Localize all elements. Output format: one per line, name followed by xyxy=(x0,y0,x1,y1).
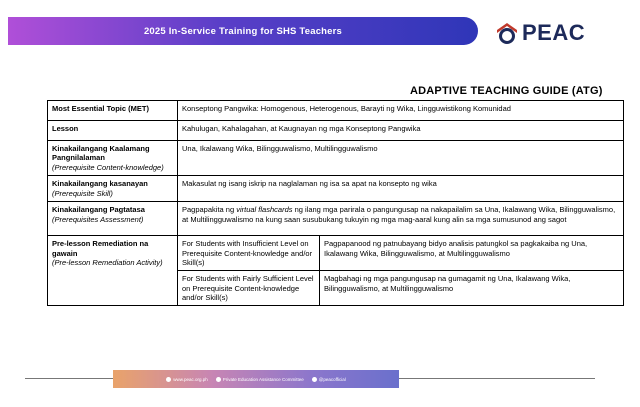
row-value-skill: Makasulat ng isang iskrip na naglalaman ng isa sa apat na konsepto ng wika xyxy=(178,176,624,202)
logo-text: PEAC xyxy=(522,20,586,45)
table-row xyxy=(48,202,624,236)
row-label-met: Most Essential Topic (MET) xyxy=(48,101,178,121)
remediation-activity-insufficient: Pagpapanood ng patnubayang bidyo analisis patungkol sa pagkakaiba ng Una, Ikalawang Wika, Bilingguwalismo, at Multilingguwalismo xyxy=(320,236,624,271)
table-row xyxy=(48,101,624,121)
table-row xyxy=(48,236,624,271)
row-value-assessment: Pagpapakita ng virtual flashcards ng ilang mga parirala o pangungusap na nakapailalim sa Una, Ikalawang Wika, Bilingguwalismo, at Multilingguwalismo na kung saan susubukang tukuyin ng mga mag-aaral kung alin sa mga sumusunod ang sagot xyxy=(178,202,624,236)
footer-website[interactable]: www.peac.org.ph xyxy=(166,377,208,382)
row-value-lesson: Kahulugan, Kahalagahan, at Kaugnayan ng mga Konseptong Pangwika xyxy=(178,121,624,141)
table-row xyxy=(48,141,624,176)
peac-logo xyxy=(496,18,606,48)
row-label-lesson: Lesson xyxy=(48,121,178,141)
row-label-skill: Kinakailangang kasanayan (Prerequisite Skill) xyxy=(48,176,178,202)
footer-handle[interactable]: @peacofficial xyxy=(312,377,346,382)
row-label-content-knowledge: Kinakailangang Kaalamang Pangnilalaman (Prerequisite Content-knowledge) xyxy=(48,141,178,176)
globe-icon xyxy=(166,377,171,382)
document-title: ADAPTIVE TEACHING GUIDE (ATG) xyxy=(410,85,603,97)
row-label-remediation: Pre-lesson Remediation na gawain (Pre-lesson Remediation Activity) xyxy=(48,236,178,306)
remediation-group-insufficient: For Students with Insufficient Level on Prerequisite Content-knowledge and/or Skill(s) xyxy=(178,236,320,271)
table-row xyxy=(48,121,624,141)
row-value-met: Konseptong Pangwika: Homogenous, Heterogenous, Barayti ng Wika, Lingguwistikong Komunidad xyxy=(178,101,624,121)
facebook-icon xyxy=(216,377,221,382)
remediation-activity-fairly-sufficient: Magbahagi ng mga pangungusap na gumagamit ng Una, Ikalawang Wika, Bilingguwalismo, at Multilingguwalismo xyxy=(320,271,624,306)
atg-table xyxy=(47,100,624,306)
peac-logo-icon xyxy=(496,22,518,44)
header-banner xyxy=(8,17,478,45)
row-value-content-knowledge: Una, Ikalawang Wika, Bilingguwalismo, Multilingguwalismo xyxy=(178,141,624,176)
footer-facebook[interactable]: Private Education Assistance Committee xyxy=(216,377,304,382)
table-row xyxy=(48,176,624,202)
footer-bar xyxy=(113,370,399,388)
row-label-assessment: Kinakailangang Pagtatasa (Prerequisites Assessment) xyxy=(48,202,178,236)
social-icon xyxy=(312,377,317,382)
remediation-group-fairly-sufficient: For Students with Fairly Sufficient Level on Prerequisite Content-knowledge and/or Skill(s) xyxy=(178,271,320,306)
banner-title: 2025 In-Service Training for SHS Teachers xyxy=(143,25,343,37)
